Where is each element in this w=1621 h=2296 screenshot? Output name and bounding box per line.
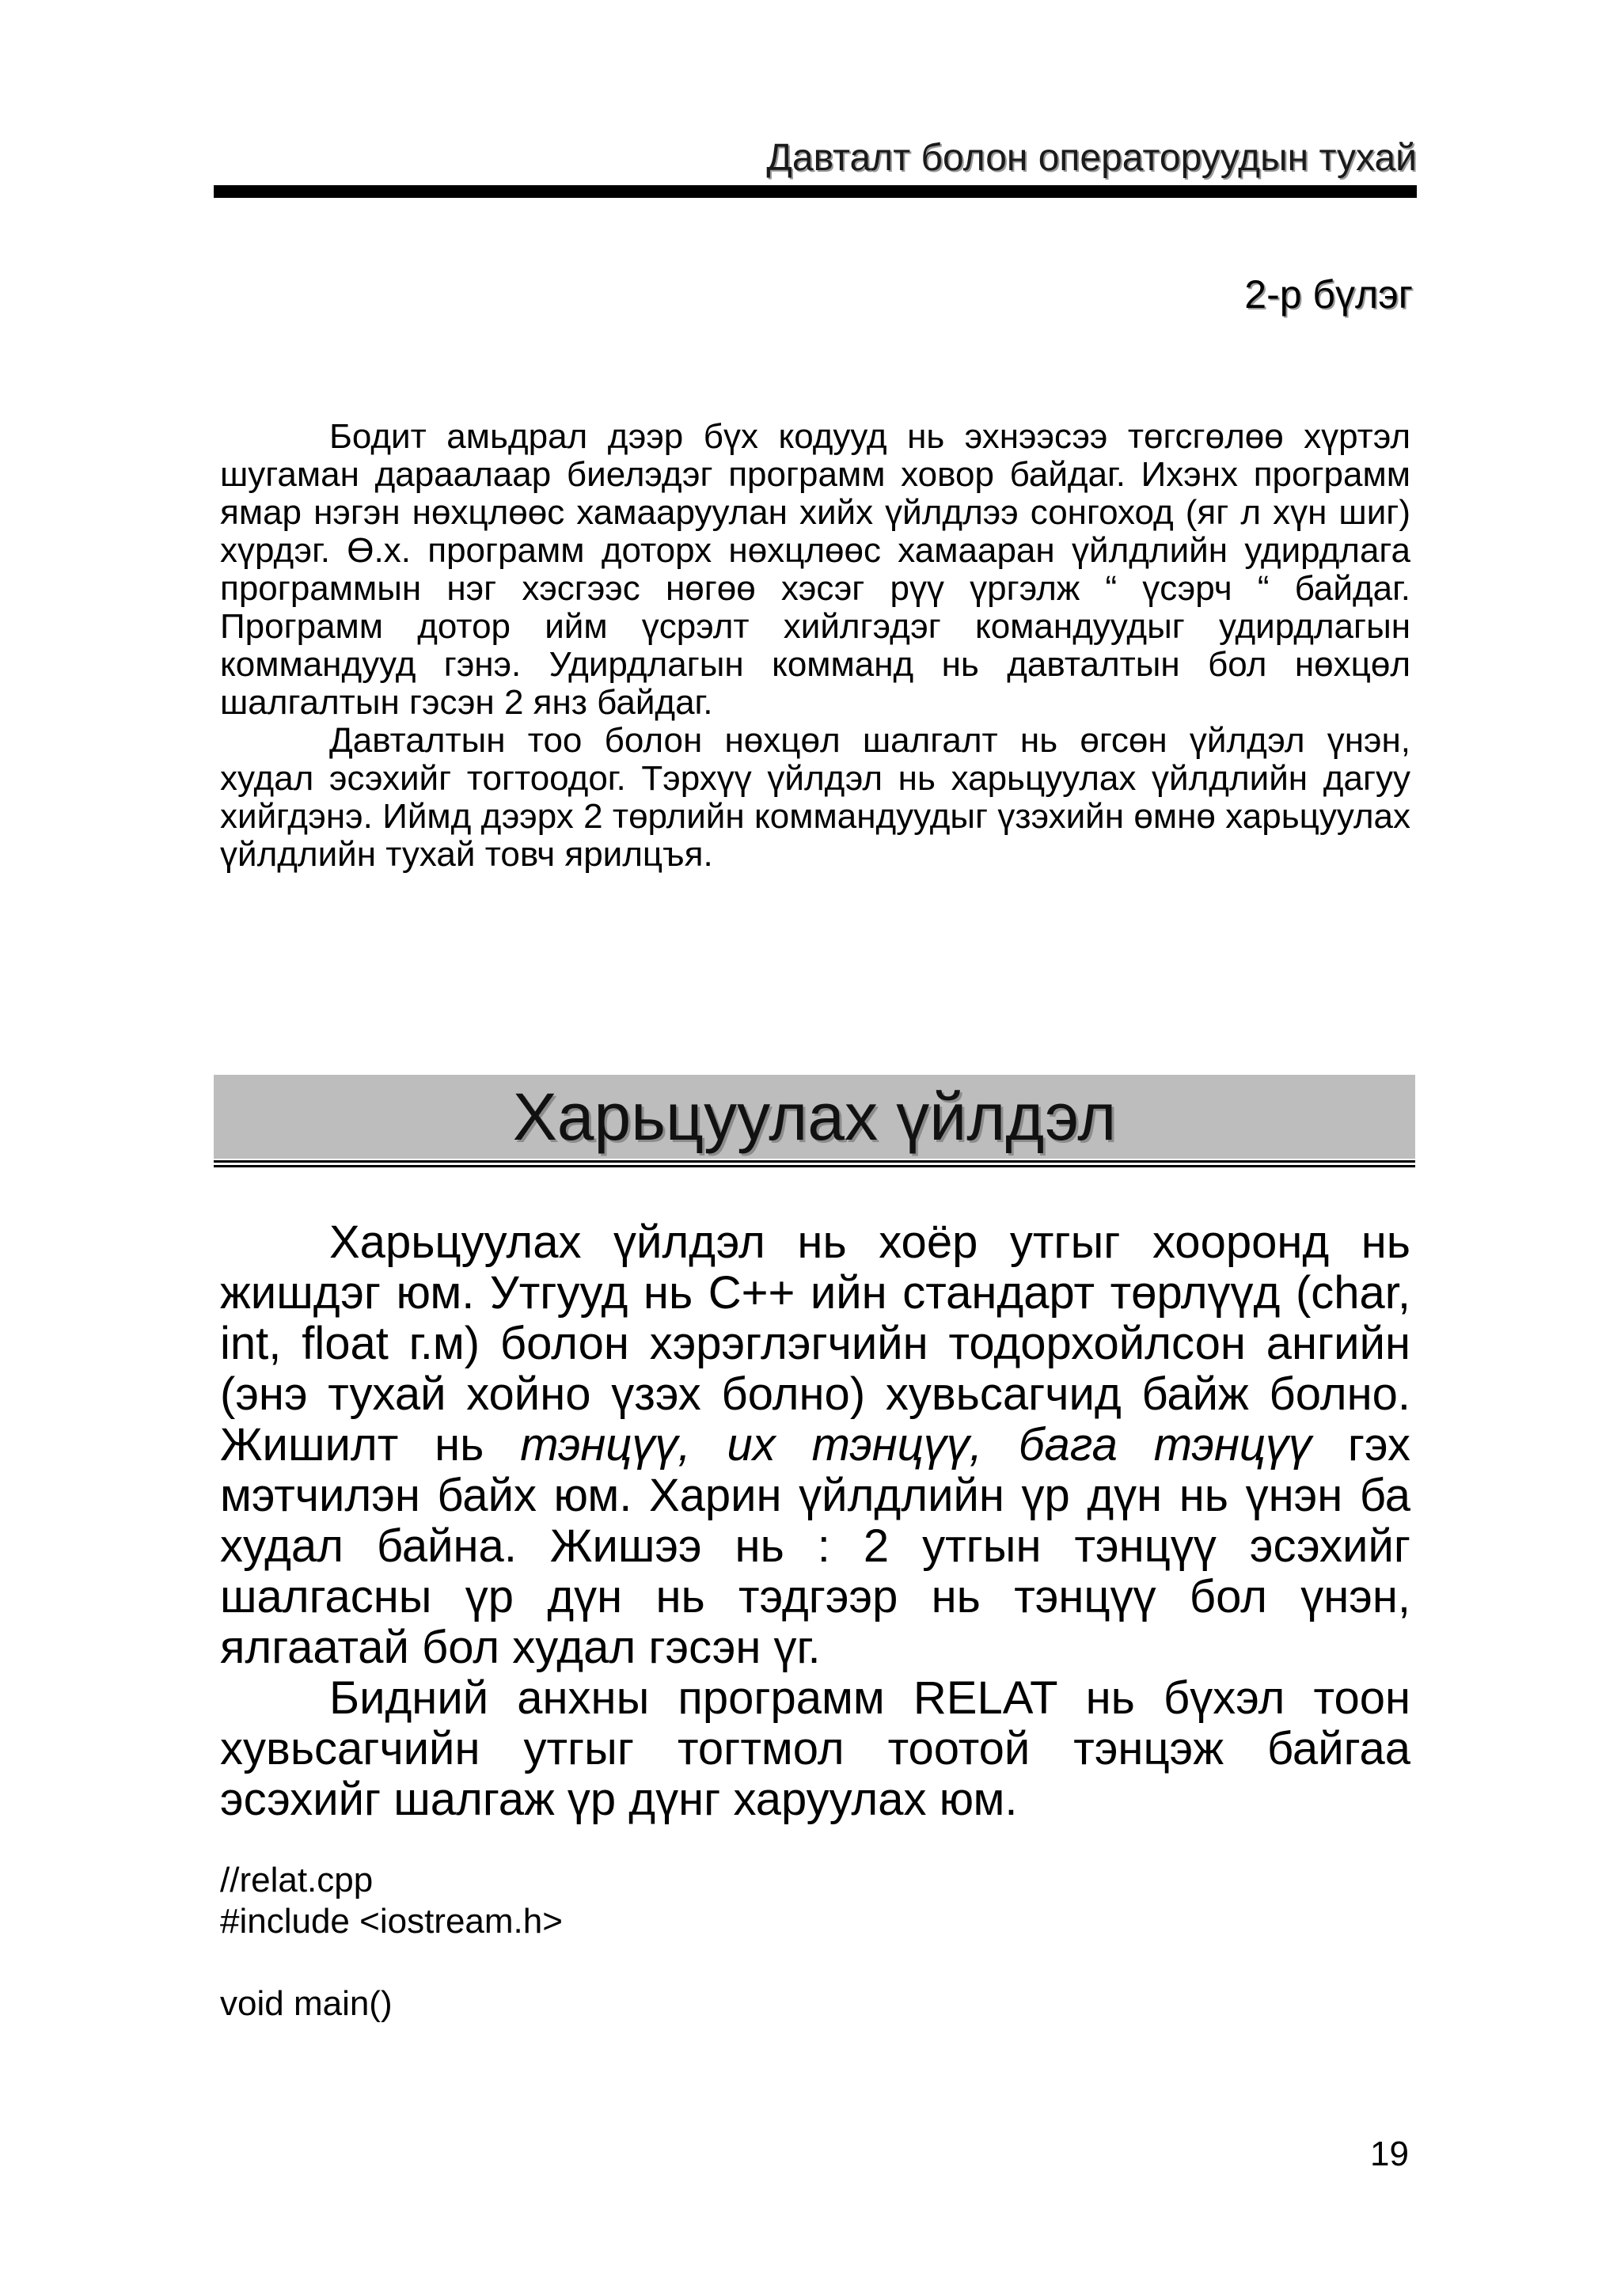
- code-line-main: void main(): [220, 1984, 393, 2023]
- running-header: [214, 135, 1417, 182]
- code-blank-line: [220, 1942, 563, 1983]
- comparison-terms: тэнцүү, их тэнцүү, бага тэнцүү: [520, 1419, 1312, 1471]
- intro-text: [220, 418, 1410, 874]
- main-paragraph-1-end: гэх мэтчилэн байх юм. Харин үйлдлийн үр дүн нь үнэн ба худал байна. Жишээ нь : 2 утгын тэнцүү эсэхийг шалгасны үр дүн нь тэдгээр нь тэнцүү бол үнэн, ялгаатай бол худал гэсэн үг.: [220, 1419, 1411, 1673]
- section-title: Харьцуулах үйлдэл: [512, 1080, 1117, 1154]
- code-line-comment: //relat.cpp: [220, 1861, 374, 1899]
- code-listing: [220, 1860, 563, 2025]
- running-header-title: Давталт болон операторуудын тухай: [766, 137, 1417, 179]
- page-number: 19: [1370, 2135, 1409, 2173]
- section-banner: [214, 1075, 1415, 1159]
- intro-paragraph-1: Бодит амьдрал дээр бүх кодууд нь эхнээсээ төгсгөлөө хүртэл шугаман дараалаар биелэдэг программ ховор байдаг. Ихэнх программ ямар нэгэн нөхцлөөс хамааруулан хийх үйлдлээ сонгоход (яг л хүн шиг) хүрдэг. Ө.х. программ доторх нөхцлөөс хамааран үйлдлийн удирдлага программын нэг хэсгээс нөгөө хэсэг рүү үргэлж “ үсэрч “ байдаг. Программ дотор ийм үсрэлт хийлгэдэг командуудыг удирдлагын коммандууд гэнэ. Удирдлагын комманд нь давталтын бол нөхцөл шалгалтын гэсэн 2 янз байдаг.: [220, 417, 1410, 722]
- main-paragraph-1-start: Харьцуулах үйлдэл нь хоёр утгыг хооронд нь жишдэг юм. Утгууд нь C++ ийн стандарт төрлүүд (char, int, float г.м) болон хэрэглэгчийн тодорхойлсон ангийн (энэ тухай хойно үзэх болно) хувьсагчид байж болно. Жишилт нь: [220, 1216, 1410, 1471]
- main-paragraph-1: [220, 1217, 1410, 1673]
- main-body-text: [220, 1217, 1410, 1825]
- chapter-label: 2-р бүлэг: [1244, 272, 1413, 317]
- intro-paragraph-2: Давталтын тоо болон нөхцөл шалгалт нь өгсөн үйлдэл үнэн, худал эсэхийг тогтоодог. Тэрхүү үйлдэл нь харьцуулах үйлдлийн дагуу хийгдэнэ. Иймд дээрх 2 төрлийн коммандуудыг үзэхийн өмнө харьцуулах үйлдлийн тухай товч ярилцъя.: [220, 721, 1410, 874]
- code-line-include: #include <iostream.h>: [220, 1902, 563, 1941]
- section-rule-top: [214, 1160, 1415, 1163]
- main-paragraph-2: Бидний анхны программ RELAT нь бүхэл тоон хувьсагчийн утгыг тогтмол тоотой тэнцэж байгаа эсэхийг шалгаж үр дүнг харуулах юм.: [220, 1672, 1410, 1825]
- section-rule-bottom: [214, 1165, 1415, 1167]
- header-rule: [214, 185, 1417, 198]
